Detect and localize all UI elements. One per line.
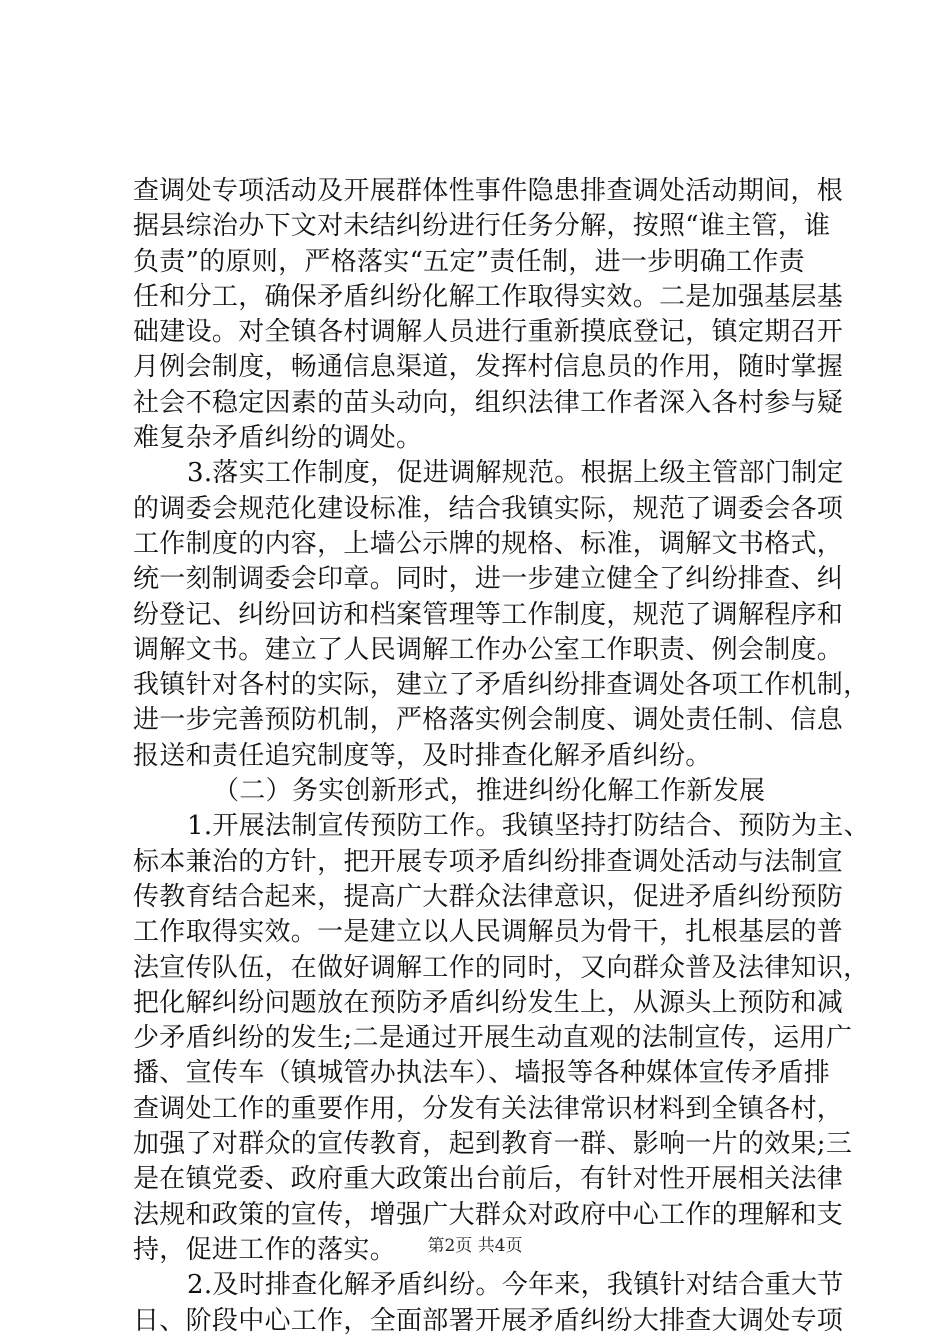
text-line: 工作取得实效。一是建立以人民调解员为骨干，扎根基层的普	[133, 917, 844, 948]
paragraph-start-line: 1.开展法制宣传预防工作。我镇坚持打防结合、预防为主、	[187, 811, 870, 842]
text-line: 法宣传队伍，在做好调解工作的同时，又向群众普及法律知识，	[133, 952, 870, 983]
text-line: 少矛盾纠纷的发生;二是通过开展生动直观的法制宣传，运用广	[133, 1023, 853, 1054]
text-line: 把化解纠纷问题放在预防矛盾纠纷发生上，从源头上预防和减	[133, 987, 844, 1018]
text-line: 统一刻制调委会印章。同时，进一步建立健全了纠纷排查、纠	[133, 564, 844, 595]
text-line: 报送和责任追究制度等，及时排查化解矛盾纠纷。	[133, 740, 712, 771]
text-line: 是在镇党委、政府重大政策出台前后，有针对性开展相关法律	[133, 1164, 844, 1195]
paragraph-start-line: 2.及时排查化解矛盾纠纷。今年来，我镇针对结合重大节	[187, 1270, 844, 1301]
text-line: 础建设。对全镇各村调解人员进行重新摸底登记，镇定期召开	[133, 317, 844, 348]
text-line: 持，促进工作的落实。	[133, 1234, 397, 1265]
text-line: 月例会制度，畅通信息渠道，发挥村信息员的作用，随时掌握	[133, 352, 844, 383]
text-line: 工作制度的内容，上墙公示牌的规格、标准，调解文书格式，	[133, 528, 844, 559]
text-line: 查调处专项活动及开展群体性事件隐患排查调处活动期间，根	[133, 176, 844, 206]
page-footer: 第2页 共4页	[427, 1236, 523, 1256]
text-line: 标本兼治的方针，把开展专项矛盾纠纷排查调处活动与法制宣	[133, 846, 844, 877]
text-line: 传教育结合起来，提高广大群众法律意识，促进矛盾纠纷预防	[133, 881, 844, 912]
text-line: 调解文书。建立了人民调解工作办公室工作职责、例会制度。	[133, 634, 844, 665]
text-line: 播、宣传车（镇城管办执法车）、墙报等各种媒体宣传矛盾排	[133, 1058, 831, 1089]
text-line: 查调处工作的重要作用，分发有关法律常识材料到全镇各村，	[133, 1093, 844, 1124]
text-line: 据县综治办下文对未结纠纷进行任务分解，按照“谁主管，谁	[133, 211, 831, 242]
text-line: 进一步完善预防机制，严格落实例会制度、调处责任制、信息	[133, 705, 844, 736]
text-line: 难复杂矛盾纠纷的调处。	[133, 423, 423, 454]
text-line: 任和分工，确保矛盾纠纷化解工作取得实效。二是加强基层基	[133, 281, 844, 312]
body-text	[133, 174, 870, 1339]
text-line: 我镇针对各村的实际，建立了矛盾纠纷排查调处各项工作机制，	[133, 670, 870, 701]
text-line: 日、阶段中心工作，全面部署开展矛盾纠纷大排查大调处专项	[133, 1305, 844, 1336]
text-line: 社会不稳定因素的苗头动向，组织法律工作者深入各村参与疑	[133, 387, 844, 418]
section-heading: （二）务实创新形式，推进纠纷化解工作新发展	[213, 776, 766, 807]
text-line: 负责”的原则，严格落实“五定”责任制，进一步明确工作责	[133, 246, 805, 277]
text-line: 加强了对群众的宣传教育，起到教育一群、影响一片的效果;三	[133, 1129, 853, 1160]
text-line: 纷登记、纠纷回访和档案管理等工作制度，规范了调解程序和	[133, 599, 844, 630]
paragraph-start-line: 3.落实工作制度，促进调解规范。根据上级主管部门制定	[187, 458, 844, 489]
text-line: 法规和政策的宣传，增强广大群众对政府中心工作的理解和支	[133, 1199, 844, 1230]
text-line: 的调委会规范化建设标准，结合我镇实际，规范了调委会各项	[133, 493, 844, 524]
